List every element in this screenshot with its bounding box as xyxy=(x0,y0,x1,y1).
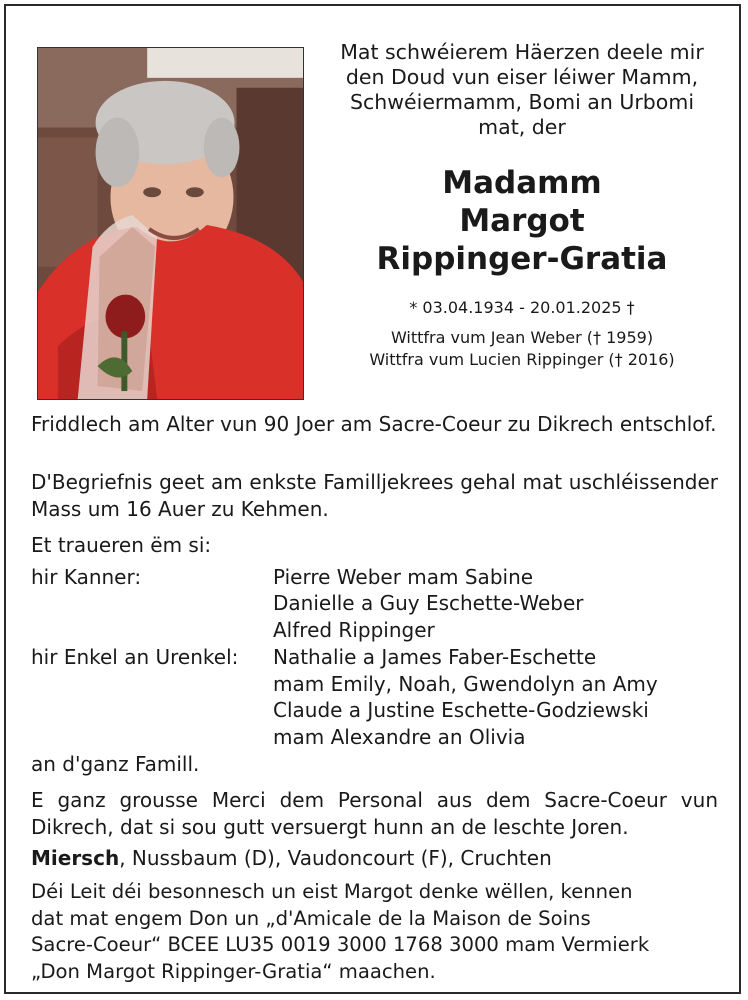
intro-line: den Doud vun eiser léiwer Mamm, xyxy=(345,65,699,89)
intro-line: mat, der xyxy=(478,115,566,139)
widow-line: Wittfra vum Jean Weber († 1959) xyxy=(390,328,654,347)
funeral-text: D'Begriefnis geet am enkste Familljekrees gehal mat uschléissender Mass um 16 Auer zu Kehmen. xyxy=(31,470,718,521)
places-text xyxy=(31,845,552,872)
donation-line: Déi Leit déi besonnesch un eist Margot denke wëllen, kennen xyxy=(31,880,633,903)
thanks-text: E ganz grousse Merci dem Personal aus dem Sacre-Coeur vun Dikrech, dat si sou gutt versuergt hunn an de leschte Joren. xyxy=(31,788,718,839)
donation-line: „Don Margot Rippinger-Gratia“ maachen. xyxy=(31,959,436,983)
grandchild-name: Claude a Justine Eschette-Godziewski xyxy=(273,698,649,722)
donation-line: dat mat engem Don un „d'Amicale de la Maison de Soins xyxy=(31,906,591,930)
family-text: an d'ganz Famill. xyxy=(31,752,200,776)
name-last: Rippinger-Gratia xyxy=(376,241,668,277)
grandchild-name: Nathalie a James Faber-Eschette xyxy=(273,645,597,669)
portrait-photo xyxy=(37,47,304,400)
intro-text xyxy=(316,40,728,140)
grandchild-name: mam Emily, Noah, Gwendolyn an Amy xyxy=(273,672,658,696)
intro-line: Mat schwéierem Häerzen deele mir xyxy=(340,40,704,64)
name-first: Margot xyxy=(459,203,585,239)
child-name: Pierre Weber mam Sabine xyxy=(273,565,534,589)
grandchildren-label: hir Enkel an Urenkel: xyxy=(31,645,239,669)
widow-line: Wittfra vum Lucien Rippinger († 2016) xyxy=(369,350,675,369)
deceased-name xyxy=(316,164,728,278)
places-bold: Miersch xyxy=(31,846,120,870)
children-label: hir Kanner: xyxy=(31,565,142,589)
name-title: Madamm xyxy=(442,165,602,201)
mourners-intro: Et traueren ëm si: xyxy=(31,533,212,557)
child-name: Danielle a Guy Eschette-Weber xyxy=(273,591,584,615)
child-name: Alfred Rippinger xyxy=(273,618,435,642)
life-dates: * 03.04.1934 - 20.01.2025 † xyxy=(409,298,635,317)
grandchild-name: mam Alexandre an Olivia xyxy=(273,725,526,749)
widow-info xyxy=(316,327,728,371)
donation-line: Sacre-Coeur“ BCEE LU35 0019 3000 1768 3000 mam Vermierk xyxy=(31,933,650,956)
places-rest: , Nussbaum (D), Vaudoncourt (F), Cruchten xyxy=(119,846,552,870)
donation-text xyxy=(31,879,718,985)
intro-line: Schwéiermamm, Bomi an Urbomi xyxy=(349,90,695,114)
passed-text: Friddlech am Alter vun 90 Joer am Sacre-Coeur zu Dikrech entschlof. xyxy=(31,412,717,436)
